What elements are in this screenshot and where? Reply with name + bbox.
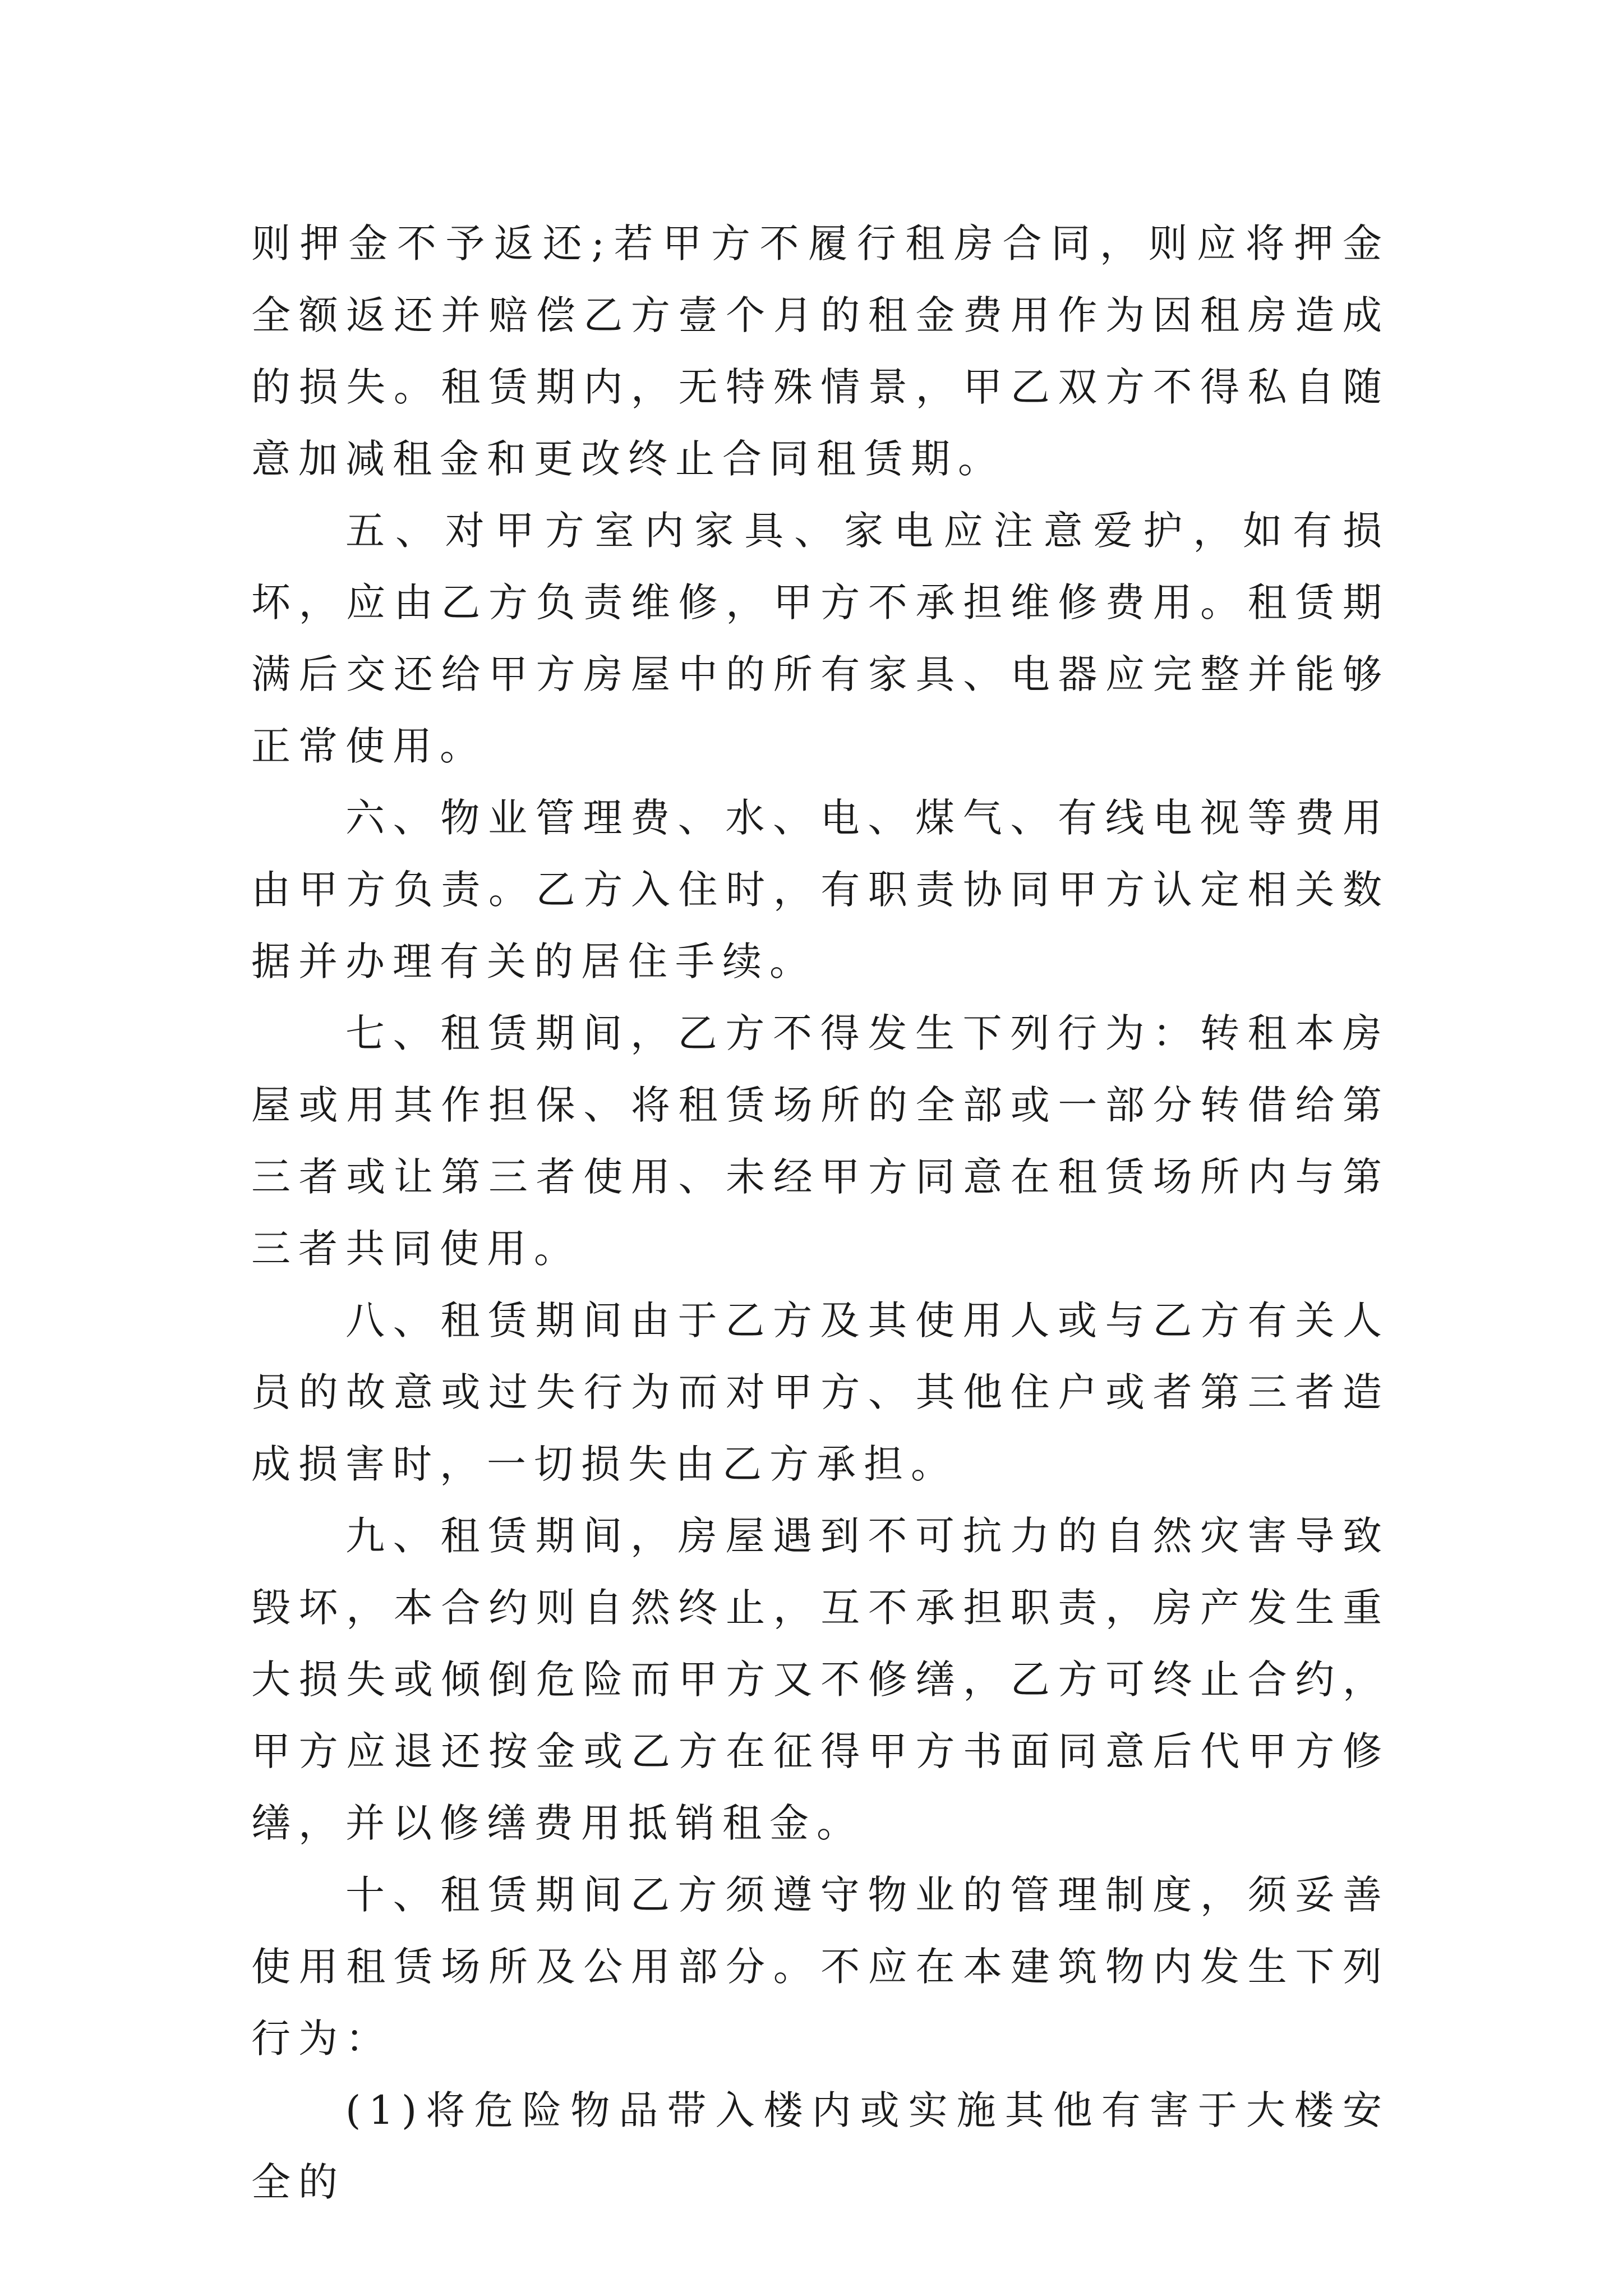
paragraph-clause-5: 五、对甲方室内家具、家电应注意爱护，如有损坏，应由乙方负责维修，甲方不承担维修费用。租赁期满后交还给甲方房屋中的所有家具、电器应完整并能够正常使用。 — [251, 508, 1390, 769]
document-body — [251, 208, 1390, 2218]
paragraph-clause-8: 八、租赁期间由于乙方及其使用人或与乙方有关人员的故意或过失行为而对甲方、其他住户或者第三者造成损害时，一切损失由乙方承担。 — [251, 1297, 1390, 1487]
paragraph-clause-10-item-1: (1)将危险物品带入楼内或实施其他有害于大楼安全的 — [251, 2087, 1390, 2205]
paragraph-clause-9: 九、租赁期间，房屋遇到不可抗力的自然灾害导致毁坏，本合约则自然终止，互不承担职责，房产发生重大损失或倾倒危险而甲方又不修缮，乙方可终止合约，甲方应退还按金或乙方在征得甲方书面同意后代甲方修缮，并以修缮费用抵销租金。 — [251, 1513, 1390, 1846]
paragraph-clause-10: 十、租赁期间乙方须遵守物业的管理制度，须妥善使用租赁场所及公用部分。不应在本建筑物内发生下列行为： — [251, 1872, 1390, 2062]
paragraph-clause-6: 六、物业管理费、水、电、煤气、有线电视等费用由甲方负责。乙方入住时，有职责协同甲方认定相关数据并办理有关的居住手续。 — [251, 795, 1390, 984]
paragraph-clause-7: 七、租赁期间，乙方不得发生下列行为：转租本房屋或用其作担保、将租赁场所的全部或一部分转借给第三者或让第三者使用、未经甲方同意在租赁场所内与第三者共同使用。 — [251, 1010, 1390, 1272]
paragraph-deposit-terms: 则押金不予返还;若甲方不履行租房合同，则应将押金全额返还并赔偿乙方壹个月的租金费用作为因租房造成的损失。租赁期内，无特殊情景，甲乙双方不得私自随意加减租金和更改终止合同租赁期。 — [251, 220, 1390, 482]
